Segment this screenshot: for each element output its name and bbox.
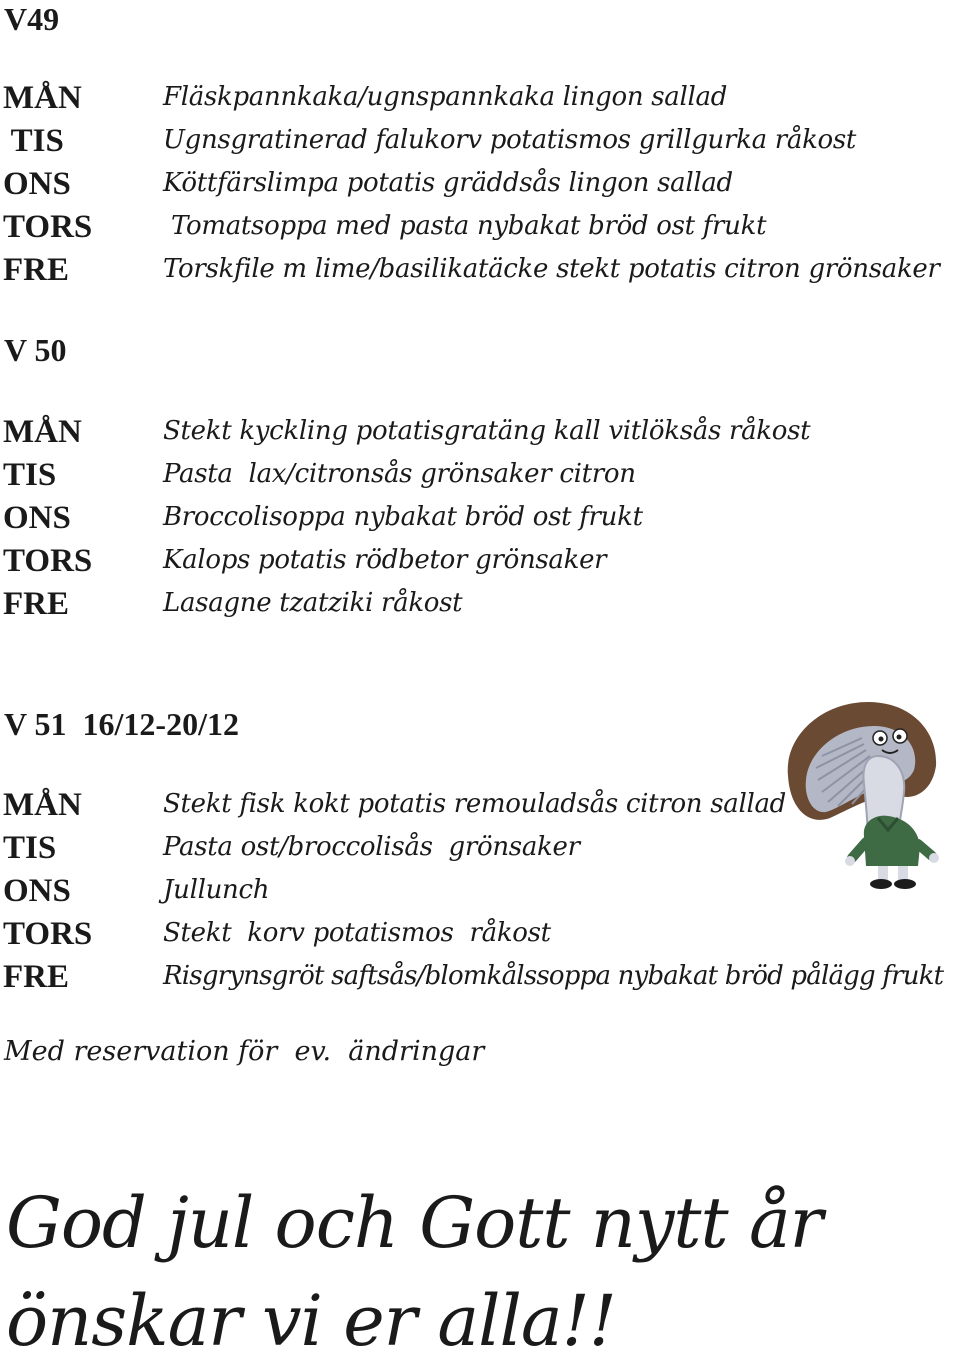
meal-text: Jullunch <box>163 875 270 905</box>
mushroom-character-icon <box>782 696 942 890</box>
menu-row-v50-tue <box>0 459 960 502</box>
menu-row-v50-wed <box>0 502 960 545</box>
day-label: TORS <box>3 543 93 579</box>
meal-text: Pasta lax/citronsås grönsaker citron <box>163 459 636 489</box>
meal-text: Risgrynsgröt saftsås/blomkålssoppa nybakat bröd pålägg frukt <box>163 961 944 991</box>
menu-row-v50-mon <box>0 416 960 459</box>
day-label: TORS <box>3 209 93 245</box>
day-label: MÅN <box>3 414 82 450</box>
day-label: FRE <box>3 252 69 288</box>
greeting-line-1: God jul och Gott nytt år <box>6 1182 823 1264</box>
week-49-heading: V49 <box>4 1 60 37</box>
menu-row-v49-tue <box>0 125 960 168</box>
menu-row-v49-wed <box>0 168 960 211</box>
menu-row-v49-mon <box>0 82 960 125</box>
menu-row-v49-thu <box>0 211 960 254</box>
reservation-note: Med reservation för ev. ändringar <box>4 1036 485 1067</box>
week-50-heading: V 50 <box>4 332 67 368</box>
meal-text: Torskfile m lime/basilikatäcke stekt potatis citron grönsaker <box>163 254 940 284</box>
day-label: MÅN <box>3 787 82 823</box>
meal-text: Lasagne tzatziki råkost <box>163 588 463 618</box>
greeting-line-2: önskar vi er alla!! <box>6 1280 616 1362</box>
day-label: FRE <box>3 959 69 995</box>
meal-text: Tomatsoppa med pasta nybakat bröd ost frukt <box>163 211 767 241</box>
day-label: ONS <box>3 873 71 909</box>
day-label: MÅN <box>3 80 82 116</box>
menu-row-v51-thu <box>0 918 960 961</box>
menu-row-v50-thu <box>0 545 960 588</box>
menu-row-v51-fri <box>0 961 960 1004</box>
day-label: TIS <box>3 457 57 493</box>
meal-text: Fläskpannkaka/ugnspannkaka lingon sallad <box>163 82 728 112</box>
day-label: TIS <box>3 123 64 159</box>
meal-text: Köttfärslimpa potatis gräddsås lingon sallad <box>163 168 733 198</box>
meal-text: Kalops potatis rödbetor grönsaker <box>163 545 607 575</box>
day-label: TORS <box>3 916 93 952</box>
meal-text: Stekt kyckling potatisgratäng kall vitlöksås råkost <box>163 416 811 446</box>
day-label: ONS <box>3 500 71 536</box>
menu-row-v50-fri <box>0 588 960 631</box>
meal-text: Ugnsgratinerad falukorv potatismos grillgurka råkost <box>163 125 857 155</box>
menu-row-v49-fri <box>0 254 960 297</box>
meal-text: Stekt fisk kokt potatis remouladsås citron sallad <box>163 789 787 819</box>
meal-text: Broccolisoppa nybakat bröd ost frukt <box>163 502 643 532</box>
day-label: ONS <box>3 166 71 202</box>
meal-text: Stekt korv potatismos råkost <box>163 918 551 948</box>
day-label: FRE <box>3 586 69 622</box>
meal-text: Pasta ost/broccolisås grönsaker <box>163 832 580 862</box>
week-51-heading: V 51 16/12-20/12 <box>4 706 239 742</box>
day-label: TIS <box>3 830 57 866</box>
